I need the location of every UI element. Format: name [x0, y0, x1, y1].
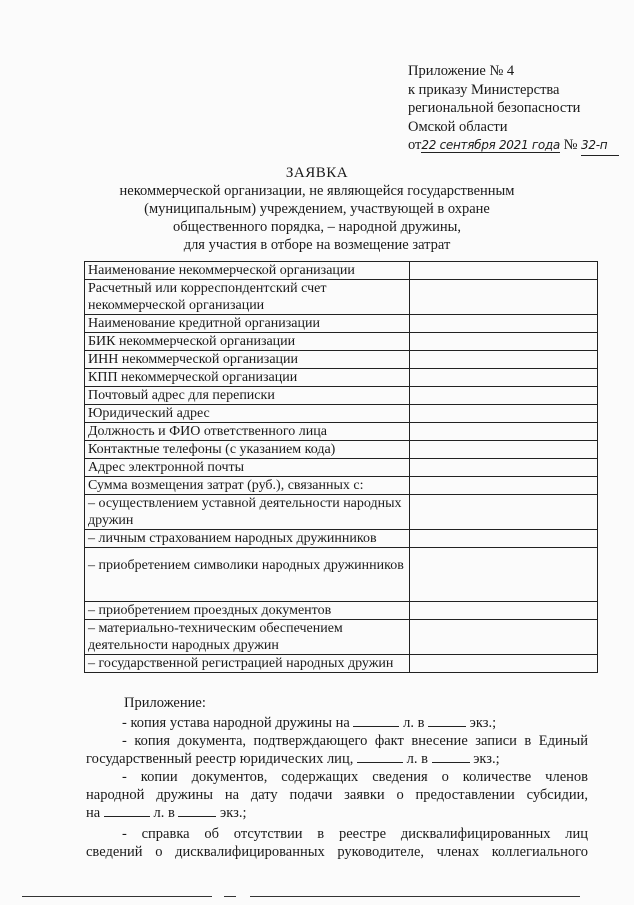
row-label: Юридический адрес	[85, 405, 410, 423]
row-label: Расчетный или корреспондентский счет некоммерческой организации	[85, 280, 410, 315]
attachment-text: л. в	[153, 805, 175, 821]
attachments-heading: Приложение:	[124, 695, 206, 711]
table-row	[85, 369, 598, 387]
row-value-cell[interactable]	[410, 280, 598, 315]
attachment-item: - копии документов, содержащих сведения о количестве членов	[122, 769, 588, 785]
row-label: – приобретением проездных документов	[85, 602, 410, 620]
copies-blank[interactable]	[178, 804, 216, 817]
attachment-text: - копия устава народной дружины на	[122, 715, 350, 731]
attachment-item	[86, 714, 588, 732]
row-label: ИНН некоммерческой организации	[85, 351, 410, 369]
title-line: общественного порядка, – народной дружины,	[173, 219, 461, 235]
table-row	[85, 530, 598, 548]
row-label: Наименование некоммерческой организации	[85, 262, 410, 280]
document-title	[0, 164, 634, 254]
attachment-item-cont: народной дружины на дату подачи заявки о предоставлении субсидии,	[86, 787, 588, 803]
table-row	[85, 262, 598, 280]
attachment-text: экз.;	[469, 715, 497, 731]
table-row	[85, 351, 598, 369]
title-main: ЗАЯВКА	[285, 165, 349, 181]
row-value-cell[interactable]	[410, 423, 598, 441]
table-row	[85, 333, 598, 351]
appendix-order-ref: к приказу Министерства	[408, 81, 560, 98]
row-label: – осуществлением уставной деятельности народных дружин	[85, 495, 410, 530]
row-label: БИК некоммерческой организации	[85, 333, 410, 351]
attachment-item-cont	[86, 750, 588, 768]
attachment-text: на	[86, 805, 101, 821]
number-label: №	[563, 137, 578, 153]
row-label: Адрес электронной почты	[85, 459, 410, 477]
footer-rule-segment	[224, 896, 236, 897]
pages-blank[interactable]	[104, 804, 150, 817]
row-label: КПП некоммерческой организации	[85, 369, 410, 387]
row-label: – материально-техническим обеспечением деятельности народных дружин	[85, 620, 410, 655]
row-value-cell[interactable]	[410, 477, 598, 495]
pages-blank[interactable]	[357, 750, 403, 763]
copies-blank[interactable]	[432, 750, 470, 763]
table-row	[85, 459, 598, 477]
row-value-cell[interactable]	[410, 459, 598, 477]
row-label: Почтовый адрес для переписки	[85, 387, 410, 405]
order-date-line	[408, 136, 608, 156]
appendix-region: Омской области	[408, 118, 508, 135]
handwritten-date: 22 сентября 2021 года	[421, 138, 560, 152]
attachment-text: экз.;	[220, 805, 247, 821]
attachment-text: л. в	[406, 751, 428, 767]
row-value-cell[interactable]	[410, 315, 598, 333]
attachments-section	[86, 694, 588, 861]
attachment-item-cont: сведений о дисквалифицированных руководителе, членах коллегиального	[86, 844, 588, 860]
table-row	[85, 655, 598, 673]
table-row	[85, 548, 598, 602]
row-value-cell[interactable]	[410, 548, 598, 602]
handwritten-number: 32-п	[581, 136, 619, 156]
row-label: – государственной регистрацией народных дружин	[85, 655, 410, 673]
row-value-cell[interactable]	[410, 405, 598, 423]
title-line: (муниципальным) учреждением, участвующей в охране	[144, 201, 490, 217]
table-row	[85, 280, 598, 315]
title-line: для участия в отборе на возмещение затрат	[183, 237, 451, 253]
row-value-cell[interactable]	[410, 530, 598, 548]
table-row	[85, 315, 598, 333]
table-row	[85, 387, 598, 405]
attachment-text: л. в	[403, 715, 425, 731]
table-row	[85, 477, 598, 495]
row-value-cell[interactable]	[410, 369, 598, 387]
table-row	[85, 423, 598, 441]
table-row	[85, 495, 598, 530]
attachment-item-cont	[86, 804, 588, 822]
row-value-cell[interactable]	[410, 333, 598, 351]
appendix-header	[408, 62, 608, 156]
appendix-ministry: региональной безопасности	[408, 100, 581, 116]
row-value-cell[interactable]	[410, 620, 598, 655]
row-value-cell[interactable]	[410, 441, 598, 459]
attachment-item: - справка об отсутствии в реестре дисквалифицированных лиц	[122, 826, 588, 842]
attachment-text: экз.;	[473, 751, 500, 767]
row-label: – приобретением символики народных дружинников	[85, 548, 410, 602]
table-row	[85, 620, 598, 655]
row-value-cell[interactable]	[410, 351, 598, 369]
copies-blank[interactable]	[428, 714, 466, 727]
page-footer-rule	[0, 896, 634, 902]
row-label: – личным страхованием народных дружинников	[85, 530, 410, 548]
row-label: Контактные телефоны (с указанием кода)	[85, 441, 410, 459]
table-row	[85, 405, 598, 423]
row-label: Должность и ФИО ответственного лица	[85, 423, 410, 441]
footer-rule-segment	[22, 896, 212, 897]
row-label: Сумма возмещения затрат (руб.), связанных с:	[85, 477, 410, 495]
row-value-cell[interactable]	[410, 387, 598, 405]
table-row	[85, 602, 598, 620]
pages-blank[interactable]	[353, 714, 399, 727]
row-value-cell[interactable]	[410, 262, 598, 280]
row-label: Наименование кредитной организации	[85, 315, 410, 333]
attachment-text: государственный реестр юридических лиц,	[86, 751, 354, 767]
attachment-item: - копия документа, подтверждающего факт внесение записи в Единый	[122, 733, 588, 749]
application-form-table	[84, 261, 598, 673]
title-line: некоммерческой организации, не являющейся государственным	[119, 183, 515, 199]
row-value-cell[interactable]	[410, 655, 598, 673]
appendix-number: Приложение № 4	[408, 63, 515, 79]
row-value-cell[interactable]	[410, 495, 598, 530]
table-row	[85, 441, 598, 459]
footer-rule-segment	[250, 896, 580, 897]
from-label: от	[408, 137, 422, 153]
row-value-cell[interactable]	[410, 602, 598, 620]
